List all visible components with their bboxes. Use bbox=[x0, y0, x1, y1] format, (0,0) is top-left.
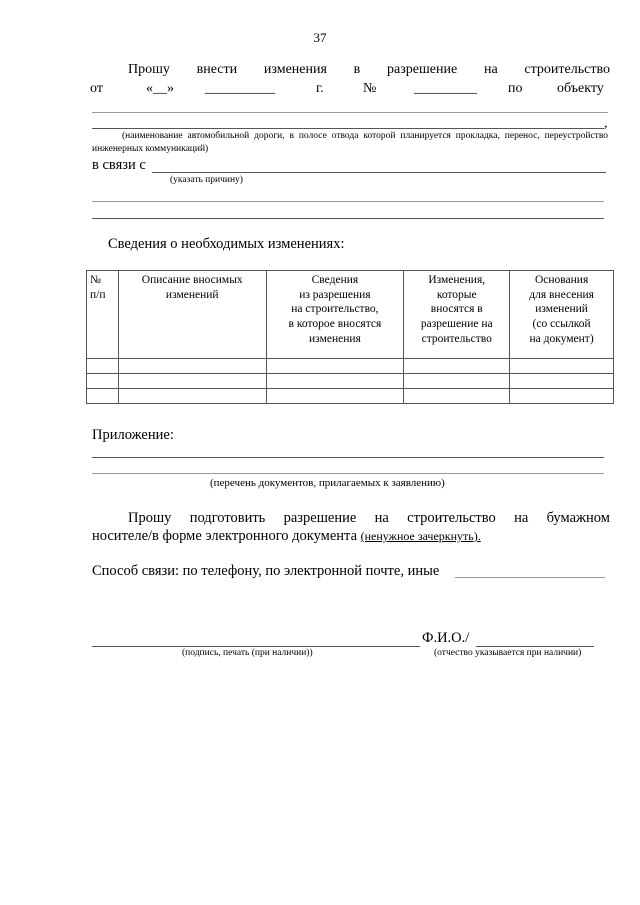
table-cell[interactable] bbox=[404, 359, 510, 374]
table-row bbox=[87, 374, 614, 389]
table-row bbox=[87, 389, 614, 404]
year-abbr: г. bbox=[316, 81, 324, 96]
prepare-word: подготовить bbox=[189, 510, 266, 526]
table-cell[interactable] bbox=[510, 374, 614, 389]
prepare-line-1 bbox=[128, 510, 610, 527]
reason-label: в связи с bbox=[92, 157, 146, 173]
attachment-hint: (перечень документов, прилагаемых к заявлению) bbox=[210, 477, 445, 489]
permit-number-blank: _________ bbox=[414, 81, 477, 96]
table-row bbox=[87, 359, 614, 374]
request-line-1 bbox=[128, 62, 610, 78]
page-number: 37 bbox=[313, 30, 327, 45]
prepare-word: на bbox=[514, 510, 529, 526]
table-cell[interactable] bbox=[118, 389, 266, 404]
table-cell[interactable] bbox=[510, 389, 614, 404]
table-cell[interactable] bbox=[266, 374, 404, 389]
table-cell[interactable] bbox=[510, 359, 614, 374]
object-line-2[interactable] bbox=[92, 128, 604, 129]
table-cell[interactable] bbox=[87, 389, 119, 404]
attachment-label: Приложение: bbox=[92, 427, 174, 443]
table-cell[interactable] bbox=[87, 359, 119, 374]
date-month-blank: __________ bbox=[205, 81, 275, 96]
request-word: изменения bbox=[263, 62, 327, 77]
contact-line[interactable] bbox=[455, 577, 605, 578]
number-sign: № bbox=[363, 81, 377, 96]
object-line-comma: , bbox=[604, 116, 608, 131]
prepare-format-text: носителе/в форме электронного документа bbox=[92, 528, 358, 544]
table-cell[interactable] bbox=[118, 374, 266, 389]
reason-line-2[interactable] bbox=[92, 201, 604, 202]
signature-hint: (подпись, печать (при наличии)) bbox=[182, 648, 313, 658]
fio-label: Ф.И.О./ bbox=[422, 630, 470, 646]
from-word: от bbox=[90, 81, 103, 96]
prepare-word: бумажном bbox=[546, 510, 610, 526]
fio-line[interactable] bbox=[476, 646, 594, 647]
table-cell[interactable] bbox=[404, 374, 510, 389]
column-header-number: № п/п bbox=[87, 271, 119, 359]
table-cell[interactable] bbox=[404, 389, 510, 404]
contact-label: Способ связи: по телефону, по электронной почте, иные bbox=[92, 563, 440, 579]
reason-hint: (указать причину) bbox=[170, 175, 243, 185]
changes-table bbox=[86, 270, 614, 404]
by-word: по bbox=[508, 81, 523, 96]
table-cell[interactable] bbox=[118, 359, 266, 374]
table-header-row bbox=[87, 271, 614, 359]
request-word: на bbox=[483, 62, 498, 77]
signature-line[interactable] bbox=[92, 646, 420, 647]
reason-line[interactable] bbox=[152, 172, 606, 173]
column-header-permit-info: Сведения из разрешения на строительство, в которое вносятся изменения bbox=[266, 271, 404, 359]
prepare-line-2 bbox=[92, 528, 481, 545]
date-day-blank: «__» bbox=[146, 81, 174, 96]
request-word: разрешение bbox=[387, 62, 458, 77]
prepare-word: на bbox=[374, 510, 389, 526]
patronymic-hint: (отчество указывается при наличии) bbox=[434, 648, 582, 658]
prepare-word: строительство bbox=[407, 510, 496, 526]
prepare-word: Прошу bbox=[128, 510, 172, 526]
attachment-line-1[interactable] bbox=[92, 457, 604, 458]
table-cell[interactable] bbox=[266, 359, 404, 374]
request-word: Прошу bbox=[128, 62, 170, 77]
column-header-description: Описание вносимых изменений bbox=[118, 271, 266, 359]
request-word: строительство bbox=[524, 62, 610, 77]
strike-out-hint: (ненужное зачеркнуть). bbox=[360, 529, 481, 543]
changes-heading: Сведения о необходимых изменениях: bbox=[108, 236, 345, 252]
request-word: внести bbox=[196, 62, 238, 77]
attachment-line-2[interactable] bbox=[92, 473, 604, 474]
road-name-hint: (наименование автомобильной дороги, в полосе отвода которой планируется прокладка, перенос, переустройство инженерных коммуникаций) bbox=[92, 131, 608, 154]
prepare-word: разрешение bbox=[283, 510, 357, 526]
table-cell[interactable] bbox=[87, 374, 119, 389]
request-word: в bbox=[353, 62, 361, 77]
column-header-changes: Изменения, которые вносятся в разрешение на строительство bbox=[404, 271, 510, 359]
table-cell[interactable] bbox=[266, 389, 404, 404]
column-header-grounds: Основания для внесения изменений (со ссылкой на документ) bbox=[510, 271, 614, 359]
reason-line-3[interactable] bbox=[92, 218, 604, 219]
object-word: объекту bbox=[557, 81, 604, 96]
object-line-1[interactable] bbox=[92, 112, 608, 113]
